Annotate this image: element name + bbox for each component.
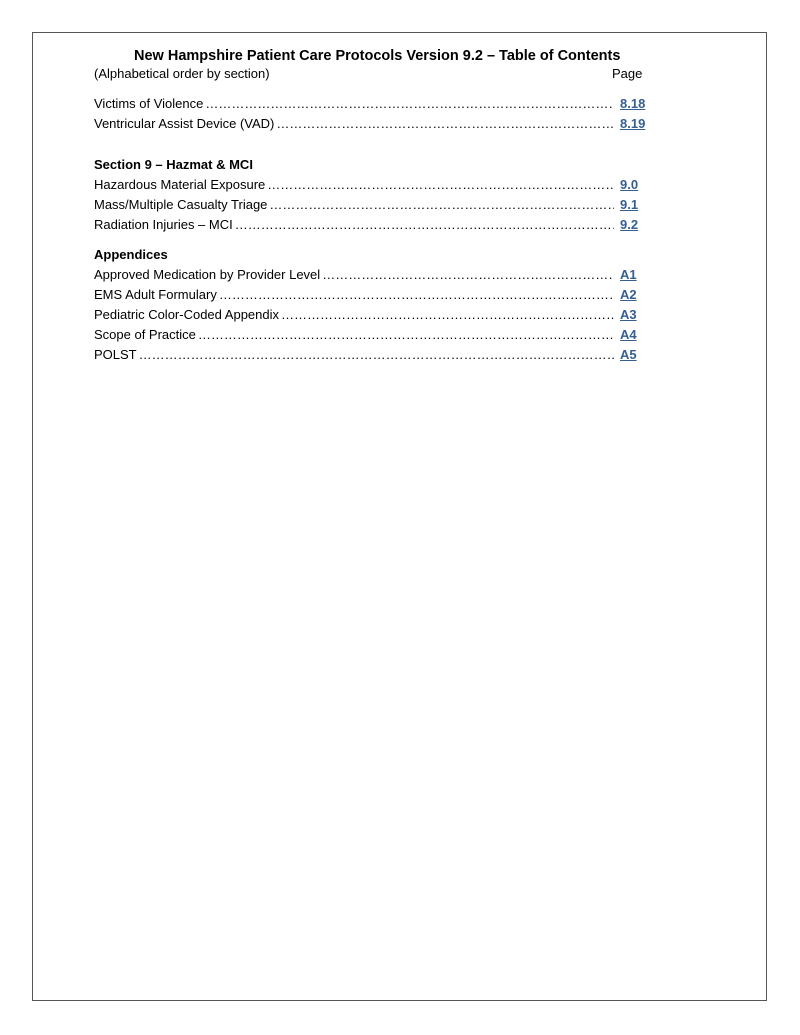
dot-leader [198,325,614,345]
toc-page-link[interactable]: 9.0 [620,177,639,192]
toc-page-link[interactable]: 9.2 [620,217,639,232]
toc-page-link[interactable]: A4 [620,327,637,342]
dot-leader [205,94,614,114]
toc-entry [94,285,654,305]
toc-entry-label: Mass/Multiple Casualty Triage [94,197,268,212]
section-heading: Section 9 – Hazmat & MCI [94,157,253,172]
toc-entry-label: Pediatric Color-Coded Appendix [94,307,279,322]
dot-leader [267,175,614,195]
toc-page-link[interactable]: A3 [620,307,637,322]
section-heading: Appendices [94,247,168,262]
toc-page-link[interactable]: 9.1 [620,197,639,212]
toc-entry-label: Hazardous Material Exposure [94,177,266,192]
toc-page-link[interactable]: 8.18 [620,96,646,111]
toc-entry-label: Victims of Violence [94,96,204,111]
dot-leader [322,265,614,285]
document-title: New Hampshire Patient Care Protocols Version 9.2 – Table of Contents [134,48,621,64]
toc-entry-label: Ventricular Assist Device (VAD) [94,116,275,131]
toc-group-section-8 [94,94,654,134]
toc-entry [94,265,654,285]
toc-page-link[interactable]: A1 [620,267,637,282]
toc-group-section-9 [94,155,654,235]
toc-entry [94,325,654,345]
toc-page-link[interactable]: 8.19 [620,116,646,131]
toc-group-appendices [94,245,654,365]
toc-entry [94,175,654,195]
document-subtitle: (Alphabetical order by section) [94,66,270,81]
dot-leader [139,345,614,365]
toc-entry-label: EMS Adult Formulary [94,287,217,302]
toc-page-link[interactable]: A2 [620,287,637,302]
page-column-label: Page [612,66,643,81]
dot-leader [276,114,614,134]
dot-leader [281,305,614,325]
dot-leader [235,215,614,235]
toc-entry-label: Radiation Injuries – MCI [94,217,233,232]
toc-entry [94,345,654,365]
toc-entry [94,215,654,235]
dot-leader [269,195,614,215]
toc-entry [94,305,654,325]
toc-entry-label: Approved Medication by Provider Level [94,267,321,282]
toc-page-link[interactable]: A5 [620,347,637,362]
toc-entry [94,195,654,215]
toc-entry-label: Scope of Practice [94,327,196,342]
toc-entry [94,94,654,114]
toc-entry [94,114,654,134]
dot-leader [219,285,614,305]
toc-entry-label: POLST [94,347,137,362]
